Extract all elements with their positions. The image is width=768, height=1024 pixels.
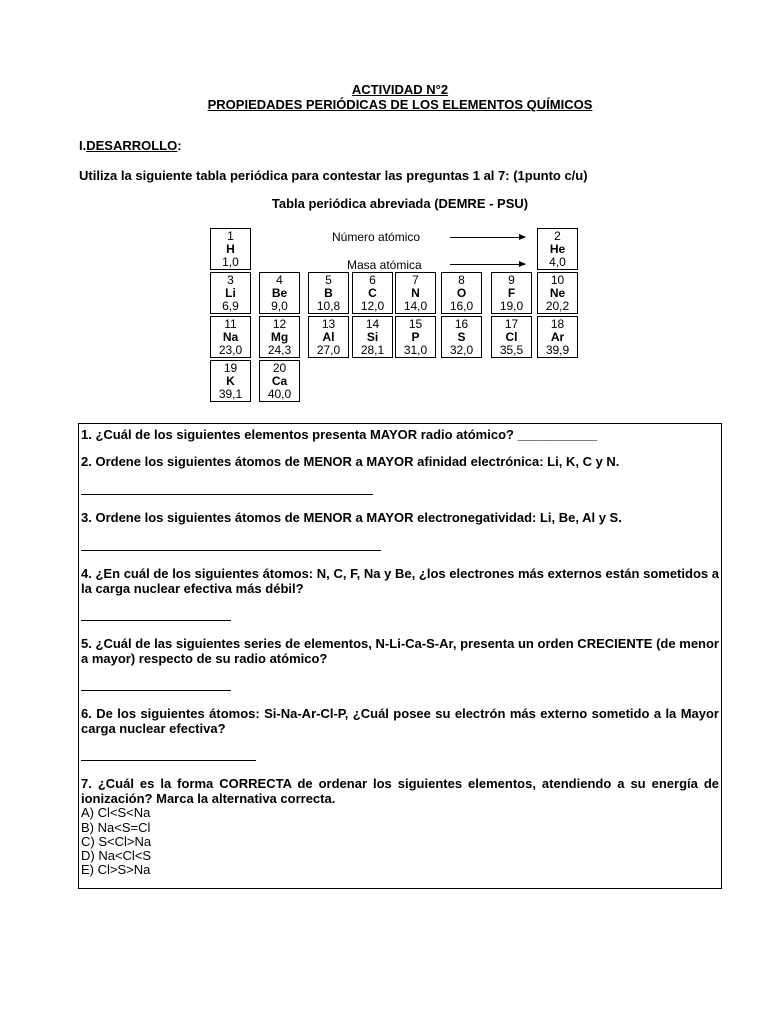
element-symbol: C	[368, 286, 377, 300]
legend-atomic-number: Número atómico	[332, 230, 421, 244]
atomic-mass: 39,9	[545, 343, 570, 357]
atomic-number: 13	[321, 317, 336, 331]
question-3: 3. Ordene los siguientes átomos de MENOR a MAYOR electronegatividad: Li, Be, Al y S.	[81, 510, 622, 525]
atomic-number: 16	[454, 317, 469, 331]
element-symbol: Mg	[270, 330, 289, 344]
atomic-mass: 27,0	[316, 343, 341, 357]
atomic-mass: 12,0	[360, 299, 385, 313]
periodic-table	[210, 228, 580, 404]
question-2: 2. Ordene los siguientes átomos de MENOR a MAYOR afinidad electrónica: Li, K, C y N.	[81, 454, 620, 469]
answer-line-6	[81, 760, 256, 761]
atomic-number: 5	[325, 273, 332, 287]
atomic-mass: 1,0	[222, 255, 239, 269]
atomic-mass: 24,3	[267, 343, 292, 357]
element-symbol: P	[411, 330, 420, 344]
element-cell	[537, 228, 578, 270]
atomic-number: 7	[412, 273, 419, 287]
element-symbol: F	[507, 286, 516, 300]
element-symbol: Na	[222, 330, 239, 344]
element-cell	[210, 316, 251, 358]
atomic-mass: 16,0	[449, 299, 474, 313]
element-cell	[395, 272, 436, 314]
answer-line-2	[81, 494, 373, 495]
atomic-number: 10	[550, 273, 565, 287]
atomic-mass: 31,0	[403, 343, 428, 357]
element-symbol: Cl	[505, 330, 518, 344]
atomic-number: 17	[504, 317, 519, 331]
legend-atomic-mass: Masa atómica	[347, 258, 422, 272]
atomic-number: 14	[365, 317, 380, 331]
question-1: 1. ¿Cuál de los siguientes elementos presenta MAYOR radio atómico? ___________	[81, 427, 598, 442]
atomic-number: 1	[227, 229, 234, 243]
element-cell	[491, 316, 532, 358]
atomic-mass: 20,2	[545, 299, 570, 313]
atomic-mass: 6,9	[222, 299, 239, 313]
questions-box	[78, 423, 722, 889]
atomic-mass: 32,0	[449, 343, 474, 357]
question-6: 6. De los siguientes átomos: Si-Na-Ar-Cl-P, ¿Cuál posee su electrón más externo sometido a la Mayor carga nuclear efectiva?	[81, 706, 719, 736]
element-symbol: Li	[225, 286, 236, 300]
element-cell	[210, 228, 251, 270]
element-cell	[537, 272, 578, 314]
atomic-number: 12	[272, 317, 287, 331]
element-cell	[308, 316, 349, 358]
atomic-number: 8	[458, 273, 465, 287]
element-cell	[308, 272, 349, 314]
element-cell	[537, 316, 578, 358]
element-symbol: S	[457, 330, 466, 344]
answer-line-5	[81, 690, 231, 691]
atomic-number: 19	[223, 361, 238, 375]
option-c: C) S<Cl>Na	[81, 834, 152, 849]
atomic-number: 11	[224, 317, 237, 331]
option-b: B) Na<S=Cl	[81, 820, 151, 835]
element-cell	[395, 316, 436, 358]
atomic-number: 20	[272, 361, 287, 375]
element-symbol: Be	[271, 286, 288, 300]
element-cell	[259, 360, 300, 402]
table-caption: Tabla periódica abreviada (DEMRE - PSU)	[271, 196, 529, 211]
option-a: A) Cl<S<Na	[81, 805, 151, 820]
element-cell	[210, 360, 251, 402]
element-symbol: Ne	[549, 286, 566, 300]
element-cell	[259, 316, 300, 358]
atomic-mass: 35,5	[499, 343, 524, 357]
section-heading	[79, 138, 182, 153]
atomic-mass: 28,1	[360, 343, 385, 357]
element-symbol: O	[456, 286, 467, 300]
element-symbol: K	[226, 374, 235, 388]
atomic-number: 3	[227, 273, 234, 287]
arrow-icon	[450, 237, 525, 238]
element-cell	[491, 272, 532, 314]
answer-line-3	[81, 550, 381, 551]
answer-line-4	[81, 620, 231, 621]
element-cell	[352, 316, 393, 358]
question-4: 4. ¿En cuál de los siguientes átomos: N, C, F, Na y Be, ¿los electrones más externos están sometidos a la carga nuclear efectiva más débil?	[81, 566, 719, 596]
element-cell	[352, 272, 393, 314]
atomic-number: 9	[508, 273, 515, 287]
section-label: DESARROLLO	[86, 138, 178, 153]
atomic-mass: 23,0	[218, 343, 243, 357]
atomic-number: 2	[554, 229, 561, 243]
atomic-mass: 14,0	[403, 299, 428, 313]
atomic-mass: 19,0	[499, 299, 524, 313]
instruction-text: Utiliza la siguiente tabla periódica para contestar las preguntas 1 al 7: (1punto c/u)	[79, 168, 588, 183]
element-symbol: He	[549, 242, 566, 256]
atomic-mass: 4,0	[549, 255, 566, 269]
atomic-mass: 40,0	[267, 387, 292, 401]
atomic-mass: 10,8	[316, 299, 341, 313]
element-cell	[210, 272, 251, 314]
atomic-mass: 9,0	[271, 299, 288, 313]
element-cell	[441, 272, 482, 314]
section-prefix: I.	[79, 138, 87, 153]
activity-title: ACTIVIDAD N°2	[351, 82, 449, 97]
atomic-number: 15	[408, 317, 423, 331]
section-suffix: :	[177, 138, 182, 153]
element-symbol: Ar	[550, 330, 565, 344]
page-subtitle: PROPIEDADES PERIÓDICAS DE LOS ELEMENTOS QUÍMICOS	[207, 97, 593, 112]
atomic-number: 18	[550, 317, 565, 331]
option-e: E) Cl>S>Na	[81, 862, 151, 877]
atomic-mass: 39,1	[218, 387, 243, 401]
element-symbol: H	[226, 242, 235, 256]
element-symbol: B	[324, 286, 333, 300]
atomic-number: 6	[369, 273, 376, 287]
element-symbol: Al	[322, 330, 335, 344]
element-symbol: Ca	[271, 374, 288, 388]
question-5: 5. ¿Cuál de las siguientes series de elementos, N-Li-Ca-S-Ar, presenta un orden CRECIENTE (de menor a mayor) respecto de su radio atómico?	[81, 636, 719, 666]
arrow-icon	[450, 264, 525, 265]
element-symbol: N	[411, 286, 420, 300]
atomic-number: 4	[276, 273, 283, 287]
element-symbol: Si	[366, 330, 379, 344]
question-7: 7. ¿Cuál es la forma CORRECTA de ordenar los siguientes elementos, atendiendo a su energía de ionización? Marca la alternativa correcta.	[81, 776, 719, 806]
element-cell	[259, 272, 300, 314]
option-d: D) Na<Cl<S	[81, 848, 152, 863]
element-cell	[441, 316, 482, 358]
